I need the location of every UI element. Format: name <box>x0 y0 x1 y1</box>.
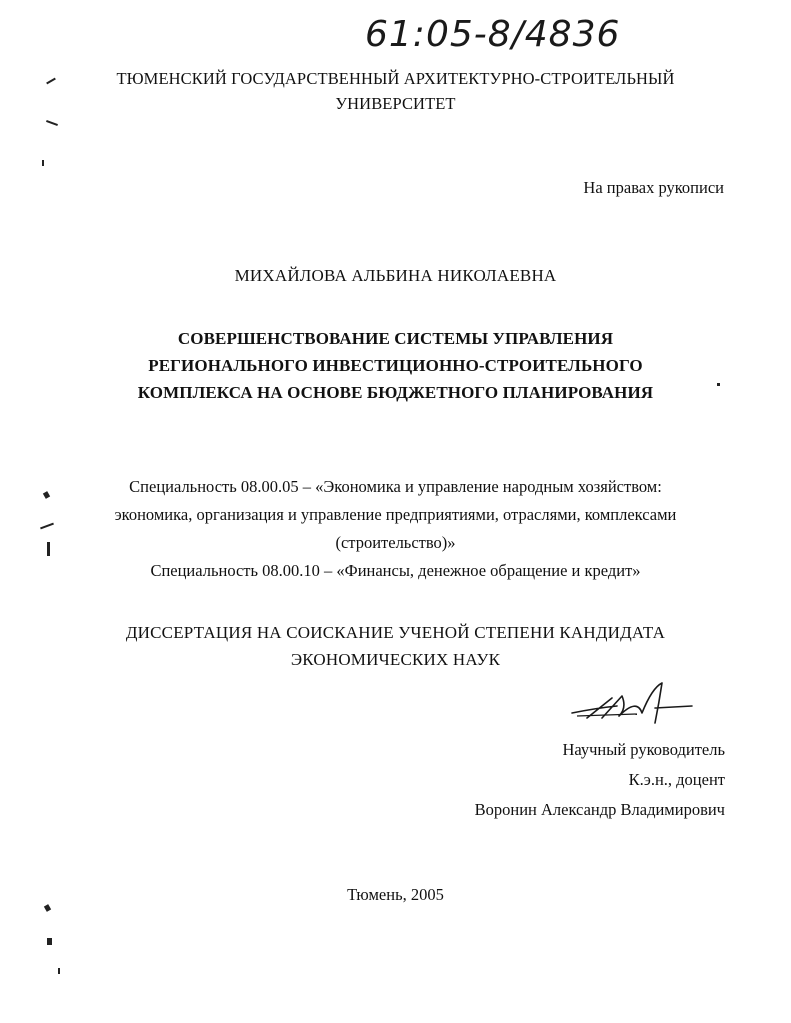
university-name <box>0 66 791 116</box>
advisor-degree: К.э.н., доцент <box>628 770 725 789</box>
specialty-line-1: Специальность 08.00.05 – «Экономика и управление народным хозяйством: <box>129 477 662 496</box>
dissertation-title <box>0 325 791 406</box>
title-line-3: КОМПЛЕКСА НА ОСНОВЕ БЮДЖЕТНОГО ПЛАНИРОВАНИЯ <box>137 383 654 402</box>
advisor-role: Научный руководитель <box>562 740 725 759</box>
author-name: МИХАЙЛОВА АЛЬБИНА НИКОЛАЕВНА <box>234 266 557 285</box>
dissertation-degree <box>0 619 791 673</box>
dissertation-line-2: ЭКОНОМИЧЕСКИХ НАУК <box>290 650 501 669</box>
scan-mark <box>47 938 52 945</box>
title-line-2: РЕГИОНАЛЬНОГО ИНВЕСТИЦИОННО-СТРОИТЕЛЬНОГО <box>148 356 643 375</box>
advisor-signature <box>567 678 697 728</box>
scan-mark <box>47 542 50 556</box>
specialty-block <box>0 473 791 585</box>
specialty-line-2: экономика, организация и управление предприятиями, отраслями, комплексами <box>114 505 677 524</box>
advisor-name: Воронин Александр Владимирович <box>474 800 725 819</box>
svg-text:61:05-8/4836: 61:05-8/4836 <box>365 14 621 55</box>
specialty-line-4: Специальность 08.00.10 – «Финансы, денежное обращение и кредит» <box>150 561 641 580</box>
manuscript-rights-label: На правах рукописи <box>583 178 724 197</box>
dissertation-line-1: ДИССЕРТАЦИЯ НА СОИСКАНИЕ УЧЕНОЙ СТЕПЕНИ КАНДИДАТА <box>125 623 666 642</box>
university-line-1: ТЮМЕНСКИЙ ГОСУДАРСТВЕННЫЙ АРХИТЕКТУРНО-СТРОИТЕЛЬНЫЙ <box>116 69 675 88</box>
city-year: Тюмень, 2005 <box>347 885 444 904</box>
scan-mark <box>42 160 44 166</box>
scan-mark <box>46 120 58 126</box>
scan-mark <box>44 904 51 912</box>
title-line-1: СОВЕРШЕНСТВОВАНИЕ СИСТЕМЫ УПРАВЛЕНИЯ <box>177 329 614 348</box>
advisor-block <box>475 735 725 825</box>
handwritten-archive-number <box>365 6 665 56</box>
specialty-line-3: (строительство)» <box>335 533 456 552</box>
scan-mark <box>717 383 720 386</box>
scan-mark <box>58 968 60 974</box>
university-line-2: УНИВЕРСИТЕТ <box>335 94 456 113</box>
